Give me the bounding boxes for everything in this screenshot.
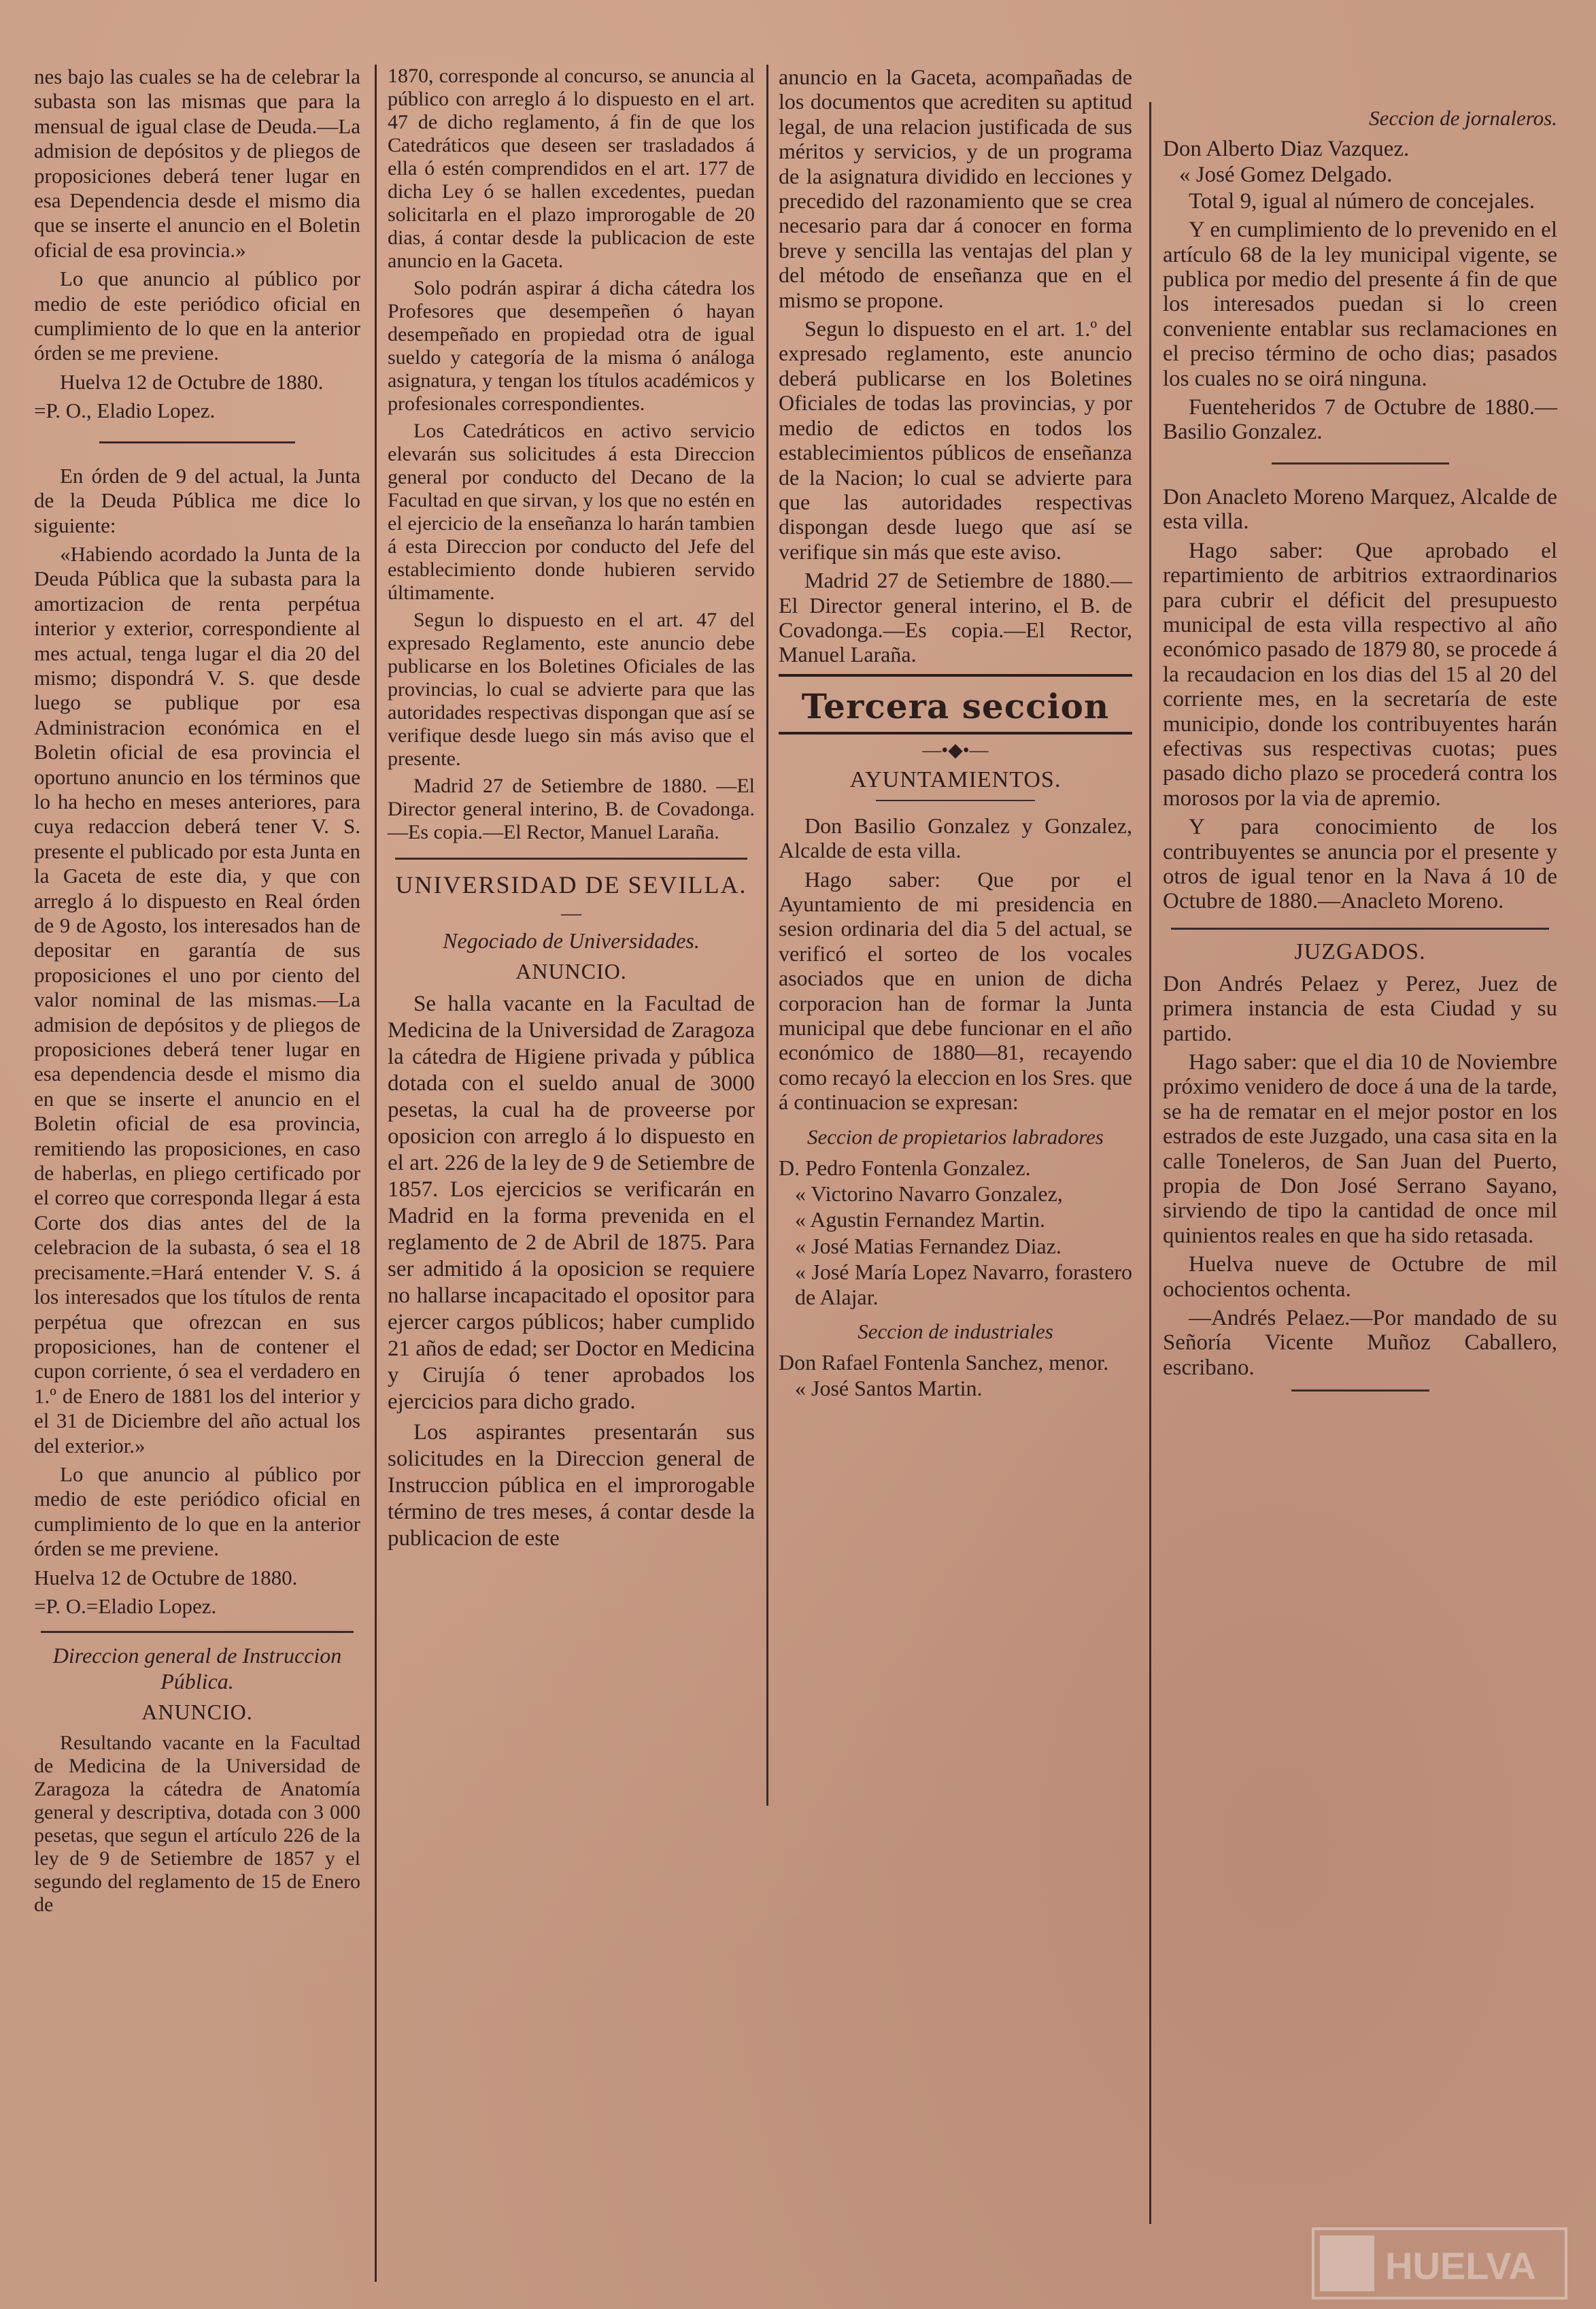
list-heading: Seccion de propietarios labradores (807, 1124, 1104, 1149)
list-item: « José María Lopez Navarro, forastero de Alajar. (795, 1260, 1132, 1309)
banner-title: Tercera seccion (801, 686, 1110, 726)
paragraph: Lo que anuncio al público por medio de este periódico oficial en cumplimiento de lo que en la anterior órden se me previene. (34, 267, 360, 365)
section-title: JUZGADOS. (1294, 939, 1426, 964)
paragraph: Don Andrés Pelaez y Perez, Juez de primera instancia de esta Ciudad y su partido. (1163, 971, 1557, 1046)
section-banner (779, 674, 1132, 735)
paragraph: Don Anacleto Moreno Marquez, Alcalde de esta villa. (1163, 484, 1557, 535)
separator-rule (1272, 462, 1449, 465)
stamp-text: HUELVA (1385, 2244, 1536, 2287)
list-item: « José Matias Fernandez Diaz. (795, 1233, 1062, 1258)
paragraph: Huelva nueve de Octubre de mil ochocientos ochenta. (1163, 1252, 1557, 1302)
paragraph: Hago saber: que el dia 10 de Noviembre próximo venidero de doce á una de la tarde, se ha de rematar en el mejor postor en los estrados de este Juzgado, una casa sita en la calle Toneleros, de San Juan del Puerto, propia de Don José Serrano Sayano, sirviendo de tipo la cantidad de once mil quinientos reales en que ha sido retasada. (1163, 1050, 1557, 1248)
paragraph: Y para conocimiento de los contribuyentes se anuncia por el presente y otros de igual tenor en la Nava á 10 de Octubre de 1880.—Anacleto Moreno. (1163, 815, 1557, 914)
signature-date: Huelva 12 de Octubre de 1880. (34, 1565, 298, 1589)
list-item: D. Pedro Fontenla Gonzalez. (779, 1155, 1031, 1180)
column-4 (1156, 65, 1564, 2268)
list-heading: Seccion de jornaleros. (1369, 106, 1557, 130)
notice-heading: ANUNCIO. (141, 1700, 253, 1725)
paragraph: Los Catedráticos en activo servicio elevarán sus solicitudes á esta Direccion general por conducto del Decano de la Facultad en que sirvan, y los que no estén en el ejercicio de la enseñanza lo harán tambien á esta Direccion por conducto del Jefe del establecimiento donde hubieren servido últimamente. (388, 420, 755, 604)
column-1 (27, 65, 367, 2268)
paragraph: Segun lo dispuesto en el art. 1.º del expresado reglamento, este anuncio deberá publicarse en los Boletines Oficiales de todas las provincias, y por medio de edictos en todos los establecimientos públicos de enseñanza de la Nacion; lo cual se advierte para que las autoridades respectivas dispongan desde luego que así se verifique sin más que este aviso. (779, 316, 1132, 564)
paragraph: nes bajo las cuales se ha de celebrar la subasta son las mismas que para la mensual de igual clase de Deuda.—La admision de depósitos y de pliegos de proposiciones deberá tener lugar en esa Dependencia desde el mismo dia que se inserte el anuncio en el Boletin oficial de esa provincia.» (34, 65, 360, 262)
signature: =P. O.=Eladio Lopez. (34, 1594, 217, 1618)
separator-rule (99, 441, 295, 443)
ornament: —•◆•— (922, 739, 989, 761)
separator-rule (395, 858, 747, 860)
signature-date: Huelva 12 de Octubre de 1880. (60, 369, 324, 394)
paragraph: Lo que anuncio al público por medio de este periódico oficial en cumplimiento de lo que en la anterior órden se me previene. (34, 1462, 360, 1561)
column-rule-3 (1149, 102, 1151, 2224)
list-item: Don Rafael Fontenla Sanchez, menor. (779, 1350, 1109, 1375)
paragraph: Fuenteheridos 7 de Octubre de 1880.—Basilio Gonzalez. (1163, 395, 1557, 445)
signature: =P. O., Eladio Lopez. (34, 399, 216, 423)
separator-rule (876, 800, 1035, 801)
paragraph: En órden de 9 del actual, la Junta de la Deuda Pública me dice lo siguiente: (34, 463, 360, 537)
paragraph: 1870, corresponde al concurso, se anuncia al público con arreglo á lo dispuesto en el art. 47 de dicho reglamento, á fin de que los Catedráticos que deseen ser trasladados á ella ó estén comprendidos en el art. 177 de dicha Ley ó se hallen excedentes, puedan solicitarla en el plazo improrogable de 20 dias, á contar desde la publicacion de este anuncio en la Gaceta. (388, 65, 755, 272)
paragraph: «Habiendo acordado la Junta de la Deuda Pública que la subasta para la amortizacion de renta perpétua interior y exterior, correspondiente al mes actual, tenga lugar el dia 20 del mismo; dispondrá V. S. que desde luego se publique por esa Administracion económica en el Boletin oficial de esa provincia el oportuno anuncio en los términos que lo ha hecho en meses anteriores, para cuya redaccion deberá tener V. S. presente el publicado por esta Junta en la Gaceta de este dia, y que con arreglo á lo dispuesto en Real órden de 9 de Agosto, los interesados han de depositar en garantía de sus proposiciones el uno por ciento del valor nominal de las mismas.—La admision de depósitos y de pliegos de proposiciones deberá tener lugar en esa dependencia desde el mismo dia en que se inserte el anuncio en el Boletin oficial de esa provincia, remitiendo las proposiciones, en caso de haberlas, en pliego certificado por el correo que corresponda llegar á esta Corte dos dias antes del de la celebracion de la subasta, ó sea el 18 precisamente.=Hará entender V. S. á los interesados que los títulos de renta perpétua que ofrezcan en sus proposiciones, han de contener el cupon corriente, ó sea el verdadero en 1.º de Enero de 1881 los del interior y el 31 de Diciembre del año actual los del exterior.» (34, 541, 360, 1457)
library-stamp-icon (1310, 2226, 1569, 2301)
paragraph: Total 9, igual al número de concejales. (1189, 188, 1535, 214)
signature-block: Madrid 27 de Setiembre de 1880.—El Director general interino, el B. de Covadonga.—Es copia.—El Rector, Manuel Laraña. (779, 568, 1132, 667)
list-item: « José Santos Martin. (795, 1376, 983, 1401)
column-rule-1 (375, 65, 377, 2282)
dash-ornament: — (561, 902, 581, 924)
column-3 (772, 65, 1139, 2268)
paragraph: Los aspirantes presentarán sus solicitudes en la Direccion general de Instruccion pública en el improrogable término de tres meses, á contar desde la publicacion de este (388, 1420, 755, 1551)
section-subheading: Negociado de Universidades. (443, 928, 700, 953)
paragraph: Resultando vacante en la Facultad de Medicina de la Universidad de Zaragoza la cátedra de Anatomía general y descriptiva, dotada con 3 000 pesetas, que segun el artículo 226 de la ley de 9 de Setiembre de 1857 y el segundo del reglamento de 15 de Enero de (34, 1732, 360, 1917)
paragraph: Hago saber: Que por el Ayuntamiento de mi presidencia en sesion ordinaria del dia 5 del actual, se verificó el sorteo de los vocales asociados que en union de dicha corporacion han de formar la Junta municipal que debe funcionar en el año económico de 1880—81, recayendo como recayó la eleccion en los Sres. que á continuacion se expresan: (779, 866, 1132, 1115)
paragraph: —Andrés Pelaez.—Por mandado de su Señoría Vicente Muñoz Caballero, escribano. (1163, 1306, 1557, 1380)
separator-rule (1291, 1389, 1429, 1392)
list-item: « José Gomez Delgado. (1179, 163, 1393, 188)
paragraph: Se halla vacante en la Facultad de Medicina de la Universidad de Zaragoza la cátedra de Higiene privada y pública dotada con el sueldo anual de 3000 pesetas, la cual ha de proveerse por oposicion con arreglo á lo dispuesto en el art. 226 de la ley de 9 de Setiembre de 1857. Los ejercicios se verificarán en Madrid en la forma prevenida en el reglamento de 2 de Abril de 1875. Para ser admitido á la oposicion se requiere no hallarse incapacitado el opositor para ejercer cargos públicos; haber cumplido 21 años de edad; ser Doctor en Medicina y Cirujía ó tener aprobados los ejercicios para dicho grado. (388, 992, 755, 1414)
section-title: AYUNTAMIENTOS. (849, 766, 1062, 792)
list-item: « Agustin Fernandez Martin. (795, 1207, 1045, 1232)
section-title: UNIVERSIDAD DE SEVILLA. (395, 871, 747, 898)
signature-block: Madrid 27 de Setiembre de 1880. —El Director general interino, B. de Covadonga.—Es copia.—El Rector, Manuel Laraña. (388, 775, 755, 843)
paragraph: Solo podrán aspirar á dicha cátedra los Profesores que desempeñen ó hayan desempeñado en propiedad otra de igual sueldo y categoría de la misma ó análoga asignatura, y tengan los títulos académicos y profesionales correspondientes. (388, 277, 755, 415)
list-heading: Seccion de industriales (858, 1319, 1053, 1344)
column-rule-2 (766, 65, 768, 1806)
paragraph: Segun lo dispuesto en el art. 47 del expresado Reglamento, este anuncio debe publicarse en los Boletines Oficiales de las provincias, lo cual se advierte para que las autoridades respectivas dispongan que así se verifique desde luego sin más aviso que el presente. (388, 609, 755, 770)
list-item: Don Alberto Diaz Vazquez. (1163, 137, 1410, 161)
separator-rule (1171, 928, 1550, 930)
separator-rule (41, 1631, 354, 1633)
column-2 (381, 65, 762, 2268)
paragraph: Don Basilio Gonzalez y Gonzalez, Alcalde de esta villa. (779, 813, 1132, 863)
paragraph: anuncio en la Gaceta, acompañadas de los documentos que acrediten su aptitud legal, de una relacion justificada de sus méritos y servicios, y de un programa de la asignatura dividido en lecciones y precedido del razonamiento que se crea necesario para dar á conocer en forma breve y sencilla las ventajas del plan y del método de enseñanza que en el mismo se propone. (779, 65, 1132, 312)
section-heading: Direccion general de Instruccion Pública. (52, 1643, 342, 1694)
list-item: « Victorino Navarro Gonzalez, (795, 1181, 1063, 1207)
paragraph: Hago saber: Que aprobado el repartimiento de arbitrios extraordinarios para cubrir el déficit del presupuesto municipal de esta villa respectivo al año económico pasado de 1879 80, se procede á la recaudacion en los dias del 15 al 20 del corriente mes, en la secretaría de este municipio, donde los contribuyentes harán efectivas sus respectivas cuotas; pues pasado dicho plazo se procederá contra los morosos por la via de apremio. (1163, 538, 1557, 811)
paragraph: Y en cumplimiento de lo prevenido en el artículo 68 de la ley municipal vigente, se publica por medio del presente á fin de que los interesados puedan si lo creen conveniente entablar sus reclamaciones en el preciso término de ocho dias; pasados los cuales no se oirá ninguna. (1163, 218, 1557, 391)
notice-heading: ANUNCIO. (515, 959, 627, 983)
